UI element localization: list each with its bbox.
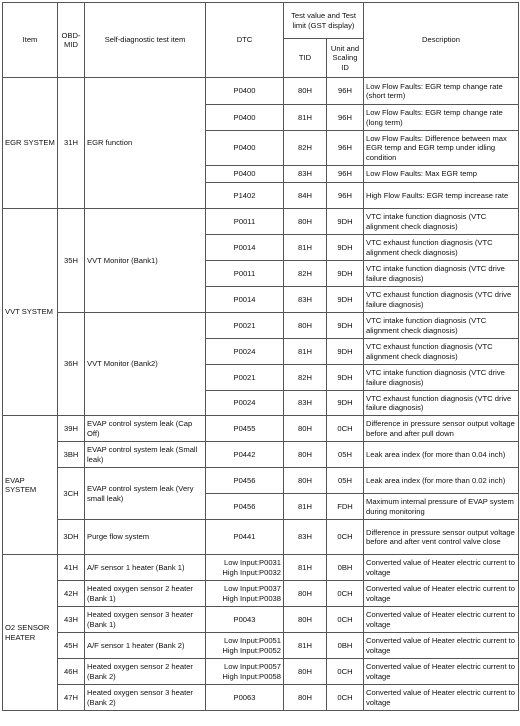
dtc-cell: Low Input:P0037 High Input:P0038 — [206, 581, 284, 607]
tid-cell: 80H — [284, 659, 327, 685]
description-cell: Difference in pressure sensor output voltage before and after pull down — [364, 416, 519, 442]
unit-cell: 96H — [327, 131, 364, 166]
table-row — [3, 581, 519, 607]
test-item-cell: Heated oxygen sensor 3 heater (Bank 1) — [85, 607, 206, 633]
unit-cell: 0CH — [327, 607, 364, 633]
header-obd-mid: OBD-MID — [58, 3, 85, 78]
description-cell: Leak area index (for more than 0.02 inch) — [364, 468, 519, 494]
unit-cell: 96H — [327, 166, 364, 183]
dtc-cell: P0021 — [206, 313, 284, 339]
dtc-cell: P0456 — [206, 468, 284, 494]
description-cell: VTC exhaust function diagnosis (VTC alignment check diagnosis) — [364, 339, 519, 365]
dtc-cell: P0442 — [206, 442, 284, 468]
dtc-cell: P0400 — [206, 105, 284, 131]
obd-mid-cell: 45H — [58, 633, 85, 659]
table-row — [3, 468, 519, 494]
dtc-cell: Low Input:P0057 High Input:P0058 — [206, 659, 284, 685]
tid-cell: 80H — [284, 468, 327, 494]
description-cell: Converted value of Heater electric current to voltage — [364, 607, 519, 633]
tid-cell: 84H — [284, 183, 327, 209]
obd-diagnostic-table — [2, 2, 519, 711]
dtc-cell: P0400 — [206, 131, 284, 166]
description-cell: Converted value of Heater electric current to voltage — [364, 659, 519, 685]
description-cell: Converted value of Heater electric current to voltage — [364, 685, 519, 711]
tid-cell: 81H — [284, 494, 327, 520]
test-item-cell: A/F sensor 1 heater (Bank 1) — [85, 555, 206, 581]
dtc-cell: P0024 — [206, 339, 284, 365]
test-item-cell: EGR function — [85, 78, 206, 209]
dtc-cell: P0011 — [206, 209, 284, 235]
table-row — [3, 555, 519, 581]
table-row — [3, 416, 519, 442]
obd-mid-cell: 3DH — [58, 520, 85, 555]
obd-mid-cell: 43H — [58, 607, 85, 633]
unit-cell: 9DH — [327, 261, 364, 287]
diagnostic-table-document — [2, 2, 518, 711]
table-row — [3, 520, 519, 555]
test-item-cell: Heated oxygen sensor 2 heater (Bank 1) — [85, 581, 206, 607]
unit-cell: 9DH — [327, 235, 364, 261]
obd-mid-cell: 46H — [58, 659, 85, 685]
description-cell: Low Flow Faults: EGR temp change rate (long term) — [364, 105, 519, 131]
test-item-cell: EVAP control system leak (Very small leak) — [85, 468, 206, 520]
tid-cell: 83H — [284, 391, 327, 416]
header-unit-scaling: Unit and Scaling ID — [327, 39, 364, 78]
description-cell: VTC intake function diagnosis (VTC drive failure diagnosis) — [364, 261, 519, 287]
obd-mid-cell: 3BH — [58, 442, 85, 468]
description-cell: Leak area index (for more than 0.04 inch) — [364, 442, 519, 468]
dtc-cell: P0011 — [206, 261, 284, 287]
tid-cell: 81H — [284, 339, 327, 365]
obd-mid-cell: 47H — [58, 685, 85, 711]
description-cell: Converted value of Heater electric current to voltage — [364, 555, 519, 581]
unit-cell: 96H — [327, 105, 364, 131]
table-row — [3, 313, 519, 339]
header-tid: TID — [284, 39, 327, 78]
table-row — [3, 607, 519, 633]
dtc-cell: P1402 — [206, 183, 284, 209]
obd-mid-cell: 31H — [58, 78, 85, 209]
dtc-cell: P0021 — [206, 365, 284, 391]
test-item-cell: EVAP control system leak (Cap Off) — [85, 416, 206, 442]
description-cell: Converted value of Heater electric current to voltage — [364, 581, 519, 607]
table-row — [3, 209, 519, 235]
item-cell: O2 SENSOR HEATER — [3, 555, 58, 711]
unit-cell: 9DH — [327, 209, 364, 235]
tid-cell: 81H — [284, 105, 327, 131]
description-cell: Low Flow Faults: EGR temp change rate (short term) — [364, 78, 519, 105]
unit-cell: 05H — [327, 468, 364, 494]
description-cell: Maximum internal pressure of EVAP system during monitoring — [364, 494, 519, 520]
description-cell: VTC exhaust function diagnosis (VTC alignment check diagnosis) — [364, 235, 519, 261]
dtc-cell: P0014 — [206, 235, 284, 261]
item-cell: EVAP SYSTEM — [3, 416, 58, 555]
dtc-cell: P0441 — [206, 520, 284, 555]
obd-mid-cell: 41H — [58, 555, 85, 581]
tid-cell: 80H — [284, 685, 327, 711]
tid-cell: 82H — [284, 365, 327, 391]
test-item-cell: Heated oxygen sensor 3 heater (Bank 2) — [85, 685, 206, 711]
dtc-cell: P0043 — [206, 607, 284, 633]
header-dtc: DTC — [206, 3, 284, 78]
description-cell: Low Flow Faults: Difference between max EGR temp and EGR temp under idling condition — [364, 131, 519, 166]
description-cell: Low Flow Faults: Max EGR temp — [364, 166, 519, 183]
description-cell: VTC intake function diagnosis (VTC drive failure diagnosis) — [364, 365, 519, 391]
unit-cell: 0CH — [327, 520, 364, 555]
tid-cell: 83H — [284, 166, 327, 183]
obd-mid-cell: 36H — [58, 313, 85, 416]
table-row — [3, 685, 519, 711]
test-item-cell: VVT Monitor (Bank2) — [85, 313, 206, 416]
unit-cell: 96H — [327, 183, 364, 209]
tid-cell: 82H — [284, 131, 327, 166]
tid-cell: 80H — [284, 442, 327, 468]
dtc-cell: P0456 — [206, 494, 284, 520]
description-cell: High Flow Faults: EGR temp increase rate — [364, 183, 519, 209]
obd-mid-cell: 42H — [58, 581, 85, 607]
tid-cell: 82H — [284, 261, 327, 287]
dtc-cell: P0014 — [206, 287, 284, 313]
unit-cell: 0CH — [327, 659, 364, 685]
dtc-cell: P0024 — [206, 391, 284, 416]
description-cell: VTC exhaust function diagnosis (VTC drive failure diagnosis) — [364, 287, 519, 313]
dtc-cell: P0063 — [206, 685, 284, 711]
description-cell: Difference in pressure sensor output voltage before and after vent control valve close — [364, 520, 519, 555]
tid-cell: 81H — [284, 555, 327, 581]
header-test-item: Self-diagnostic test item — [85, 3, 206, 78]
unit-cell: 9DH — [327, 339, 364, 365]
unit-cell: 9DH — [327, 313, 364, 339]
item-cell: EGR SYSTEM — [3, 78, 58, 209]
unit-cell: 0CH — [327, 685, 364, 711]
dtc-cell: P0400 — [206, 166, 284, 183]
header-item: Item — [3, 3, 58, 78]
description-cell: VTC intake function diagnosis (VTC alignment check diagnosis) — [364, 313, 519, 339]
tid-cell: 81H — [284, 633, 327, 659]
table-row — [3, 78, 519, 105]
header-description: Description — [364, 3, 519, 78]
unit-cell: 0CH — [327, 581, 364, 607]
table-row — [3, 633, 519, 659]
tid-cell: 80H — [284, 416, 327, 442]
tid-cell: 80H — [284, 581, 327, 607]
dtc-cell: Low Input:P0051 High Input:P0052 — [206, 633, 284, 659]
test-item-cell: VVT Monitor (Bank1) — [85, 209, 206, 313]
tid-cell: 83H — [284, 520, 327, 555]
description-cell: VTC exhaust function diagnosis (VTC drive failure diagnosis) — [364, 391, 519, 416]
unit-cell: 0CH — [327, 416, 364, 442]
dtc-cell: P0455 — [206, 416, 284, 442]
tid-cell: 81H — [284, 235, 327, 261]
unit-cell: 96H — [327, 78, 364, 105]
test-item-cell: A/F sensor 1 heater (Bank 2) — [85, 633, 206, 659]
dtc-cell: Low Input:P0031 High Input:P0032 — [206, 555, 284, 581]
description-cell: Converted value of Heater electric current to voltage — [364, 633, 519, 659]
unit-cell: 05H — [327, 442, 364, 468]
header-test-value-group: Test value and Test limit (GST display) — [284, 3, 364, 39]
test-item-cell: Purge flow system — [85, 520, 206, 555]
unit-cell: 0BH — [327, 555, 364, 581]
tid-cell: 80H — [284, 607, 327, 633]
obd-mid-cell: 35H — [58, 209, 85, 313]
test-item-cell: EVAP control system leak (Small leak) — [85, 442, 206, 468]
unit-cell: 9DH — [327, 287, 364, 313]
unit-cell: 9DH — [327, 365, 364, 391]
unit-cell: 9DH — [327, 391, 364, 416]
unit-cell: FDH — [327, 494, 364, 520]
table-row — [3, 659, 519, 685]
tid-cell: 80H — [284, 209, 327, 235]
tid-cell: 80H — [284, 313, 327, 339]
item-cell: VVT SYSTEM — [3, 209, 58, 416]
description-cell: VTC intake function diagnosis (VTC alignment check diagnosis) — [364, 209, 519, 235]
test-item-cell: Heated oxygen sensor 2 heater (Bank 2) — [85, 659, 206, 685]
unit-cell: 0BH — [327, 633, 364, 659]
dtc-cell: P0400 — [206, 78, 284, 105]
obd-mid-cell: 3CH — [58, 468, 85, 520]
tid-cell: 80H — [284, 78, 327, 105]
obd-mid-cell: 39H — [58, 416, 85, 442]
tid-cell: 83H — [284, 287, 327, 313]
table-row — [3, 442, 519, 468]
